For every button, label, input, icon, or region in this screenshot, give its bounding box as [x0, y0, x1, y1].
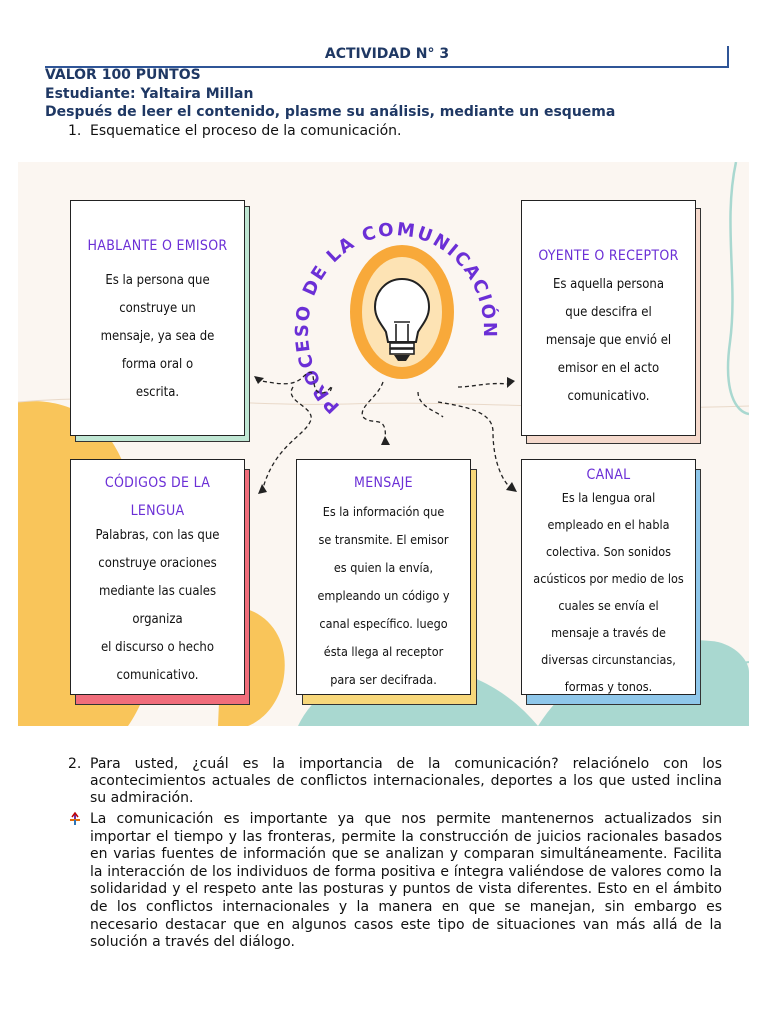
card-body: Es la información que se transmite. El emisor es quien la envía, empleando un código y canal específico. luego ésta llega al receptor para ser decifrada.: [317, 504, 450, 687]
card-codigos: [70, 459, 245, 695]
card-title: HABLANTE O EMISOR: [87, 238, 228, 254]
card-body: Es la lengua oral empleado en el habla colectiva. Son sonidos acústicos por medio de los cuales se envía el mensaje a través de diversas circunstancias, formas y tonos.: [533, 490, 684, 694]
instruction-text: Después de leer el contenido, plasme su análisis, mediante un esquema: [45, 104, 616, 120]
card-receptor: [521, 200, 696, 436]
arrow-bullet-icon: [68, 811, 82, 827]
question-1-number: 1.: [68, 123, 82, 139]
card-title: CÓDIGOS DE LA LENGUA: [104, 475, 211, 519]
question-1: [68, 123, 402, 139]
answer-paragraph: [68, 811, 722, 952]
question-1-text: Esquematice el proceso de la comunicación.: [90, 123, 402, 139]
card-canal: [521, 459, 696, 695]
question-2-text: Para usted, ¿cuál es la importancia de la comunicación? relaciónelo con los acontecimientos actuales de conflictos internacionales, deportes a los que usted inclina su admiración.: [90, 756, 722, 806]
card-body: Es la persona que construye un mensaje, ya sea de forma oral o escrita.: [100, 273, 215, 400]
question-2-number: 2.: [68, 756, 82, 772]
card-title: CANAL: [586, 467, 631, 483]
center-title: PROCESO DE LA COMUNICACIÓN: [291, 219, 501, 418]
question-2: [68, 756, 722, 807]
card-title: OYENTE O RECEPTOR: [538, 248, 679, 264]
card-mensaje: [296, 459, 471, 695]
card-body: Palabras, con las que construye oraciones mediante las cuales organiza el discurso o hecho comunicativo.: [95, 528, 220, 683]
lightbulb-icon: [350, 245, 454, 379]
student-name: Estudiante: Yaltaira Millan: [45, 86, 254, 102]
card-title: MENSAJE: [354, 475, 413, 491]
communication-infographic: [18, 162, 749, 726]
activity-title: ACTIVIDAD N° 3: [324, 46, 450, 62]
score-label: VALOR 100 PUNTOS: [45, 67, 201, 83]
card-body: Es aquella persona que descifra el mensaje que envió el emisor en el acto comunicativo.: [545, 277, 672, 404]
answer-text: La comunicación es importante ya que nos permite mantenernos actualizados sin importar el tiempo y las fronteras, permite la construcción de juicios racionales basados en varias fuentes de información que se analizan y comparan simultáneamente. Facilita la interacción de los individuos de forma positiva e íntegra valiéndose de valores como la solidaridad y el respeto ante las posturas y puntos de vista diferentes. Esto en el ámbito de los conflictos internacionales y la manera en que se manejan, sin embargo es necesario destacar que en algunos casos este tipo de situaciones van más allá de la solución a través del diálogo.: [90, 811, 722, 951]
card-emisor: [70, 200, 245, 436]
header-right-rule: [727, 46, 729, 67]
